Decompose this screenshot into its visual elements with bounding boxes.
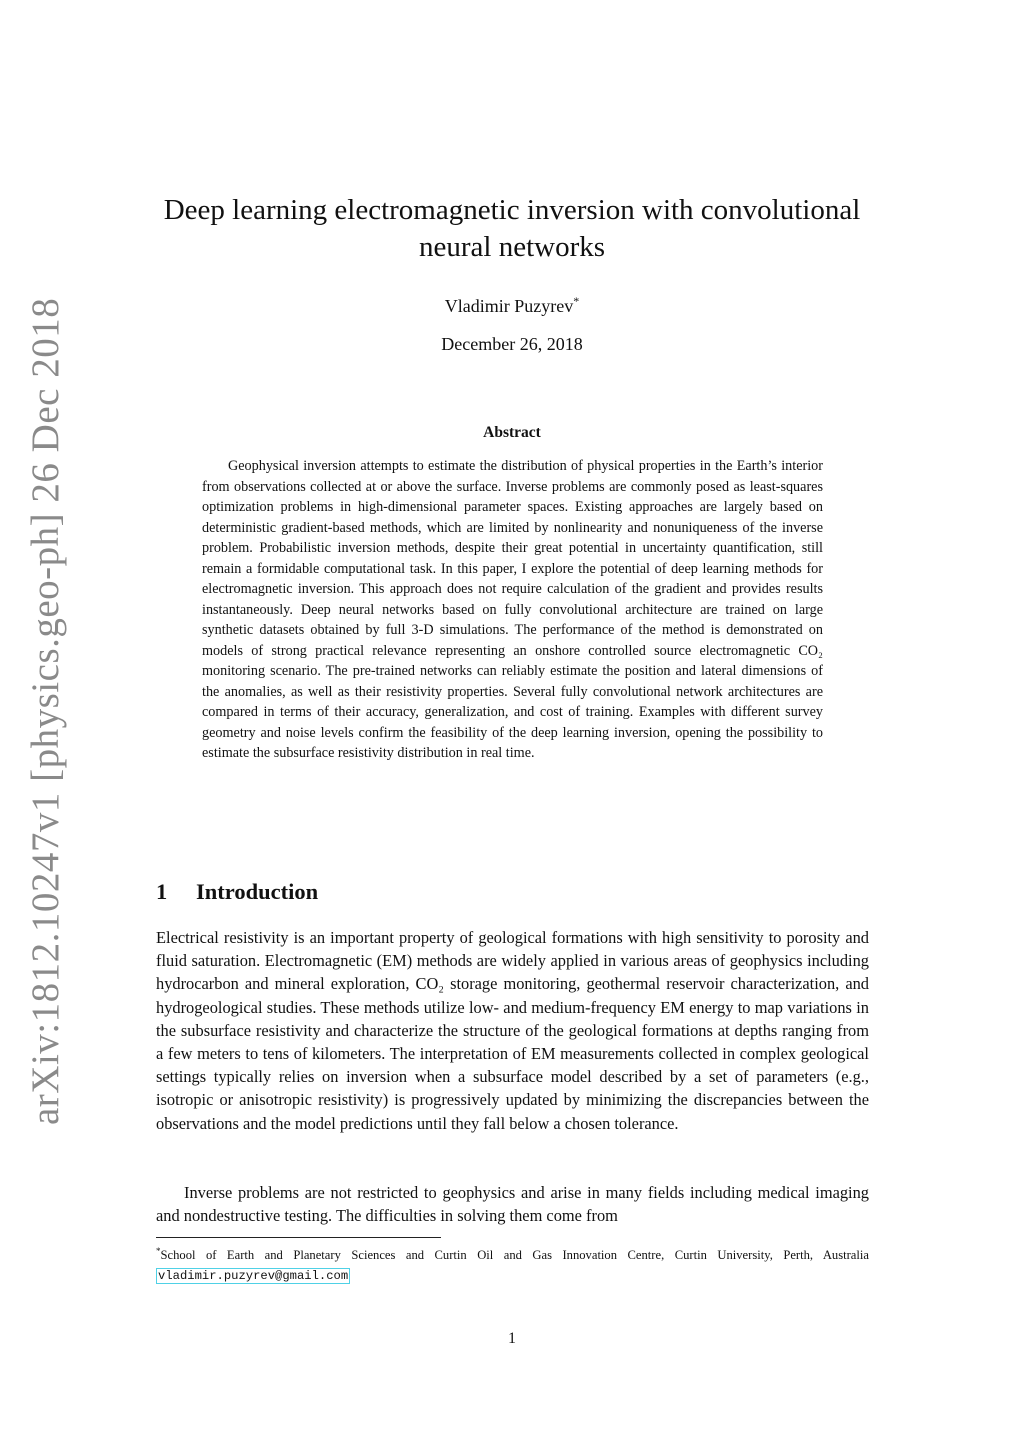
footnote-divider	[156, 1237, 441, 1238]
abstract-heading: Abstract	[483, 424, 541, 441]
section-title: Introduction	[196, 879, 319, 904]
author-email-link[interactable]: vladimir.puzyrev@gmail.com	[158, 1268, 349, 1283]
publication-date: December 26, 2018	[441, 334, 583, 354]
arxiv-identifier-stamp: arXiv:1812.10247v1 [physics.geo-ph] 26 Dec 2018	[24, 297, 67, 1125]
author-line	[140, 289, 884, 318]
author-footnote-mark[interactable]: *	[573, 294, 580, 308]
abstract-text: Geophysical inversion attempts to estimate the distribution of physical properties in the Earth’s interior from observations collected at or above the surface. Inverse problems are commonly posed as least-squares optimization problems in high-dimensional parameter spaces. Existing approaches are largely based on deterministic gradient-based methods, which are limited by nonlinearity and nonuniqueness of the inverse problem. Probabilistic inversion methods, despite their great potential in uncertainty quantification, still remain a formidable computational task. In this paper, I explore the potential of deep learning methods for electromagnetic inversion. This approach does not require calculation of the gradient and provides results instantaneously. Deep neural networks based on fully convolutional architecture are trained on large synthetic datasets obtained by full 3-D simulations. The performance of the method is demonstrated on models of strong practical relevance representing an onshore controlled source electromagnetic CO₂ monitoring scenario. The pre-trained networks can reliably estimate the position and lateral dimensions of the anomalies, as well as their resistivity properties. Several fully convolutional network architectures are compared in terms of their accuracy, generalization, and cost of training. Examples with different survey geometry and noise levels confirm the feasibility of the deep learning inversion, opening the possibility to estimate the subsurface resistivity distribution in real time.	[202, 458, 823, 761]
page-number: 1	[508, 1330, 516, 1347]
intro-paragraph-2: Inverse problems are not restricted to geophysics and arise in many fields including medical imaging and nondestructive testing. The difficulties in solving them come from	[156, 1183, 869, 1226]
intro-paragraph-1: Electrical resistivity is an important property of geological formations with high sensitivity to porosity and fluid saturation. Electromagnetic (EM) methods are widely applied in various areas of geophysics including hydrocarbon and mineral exploration, CO₂ storage monitoring, geothermal reservoir characterization, and hydrogeological studies. These methods utilize low- and medium-frequency EM energy to map variations in the subsurface resistivity and characterize the structure of the geological formations at depths ranging from a few meters to tens of kilometers. The interpretation of EM measurements collected in complex geological settings typically relies on inversion when a subsurface model described by a set of parameters (e.g., isotropic or anisotropic resistivity) is progressively updated by minimizing the discrepancies between the observations and the model predictions until they fall below a chosen tolerance.	[156, 928, 869, 1133]
section-heading	[156, 879, 318, 905]
section-number: 1	[156, 879, 168, 904]
footnote-affiliation: School of Earth and Planetary Sciences and Curtin Oil and Gas Innovation Centre, Curtin University, Perth, Australia	[160, 1248, 869, 1263]
paper-title: Deep learning electromagnetic inversion with convolutional neural networks	[163, 194, 861, 263]
footnote-mark: *	[156, 1246, 161, 1256]
author-name: Vladimir Puzyrev	[444, 296, 574, 316]
author-affiliation-footnote	[156, 1242, 869, 1286]
